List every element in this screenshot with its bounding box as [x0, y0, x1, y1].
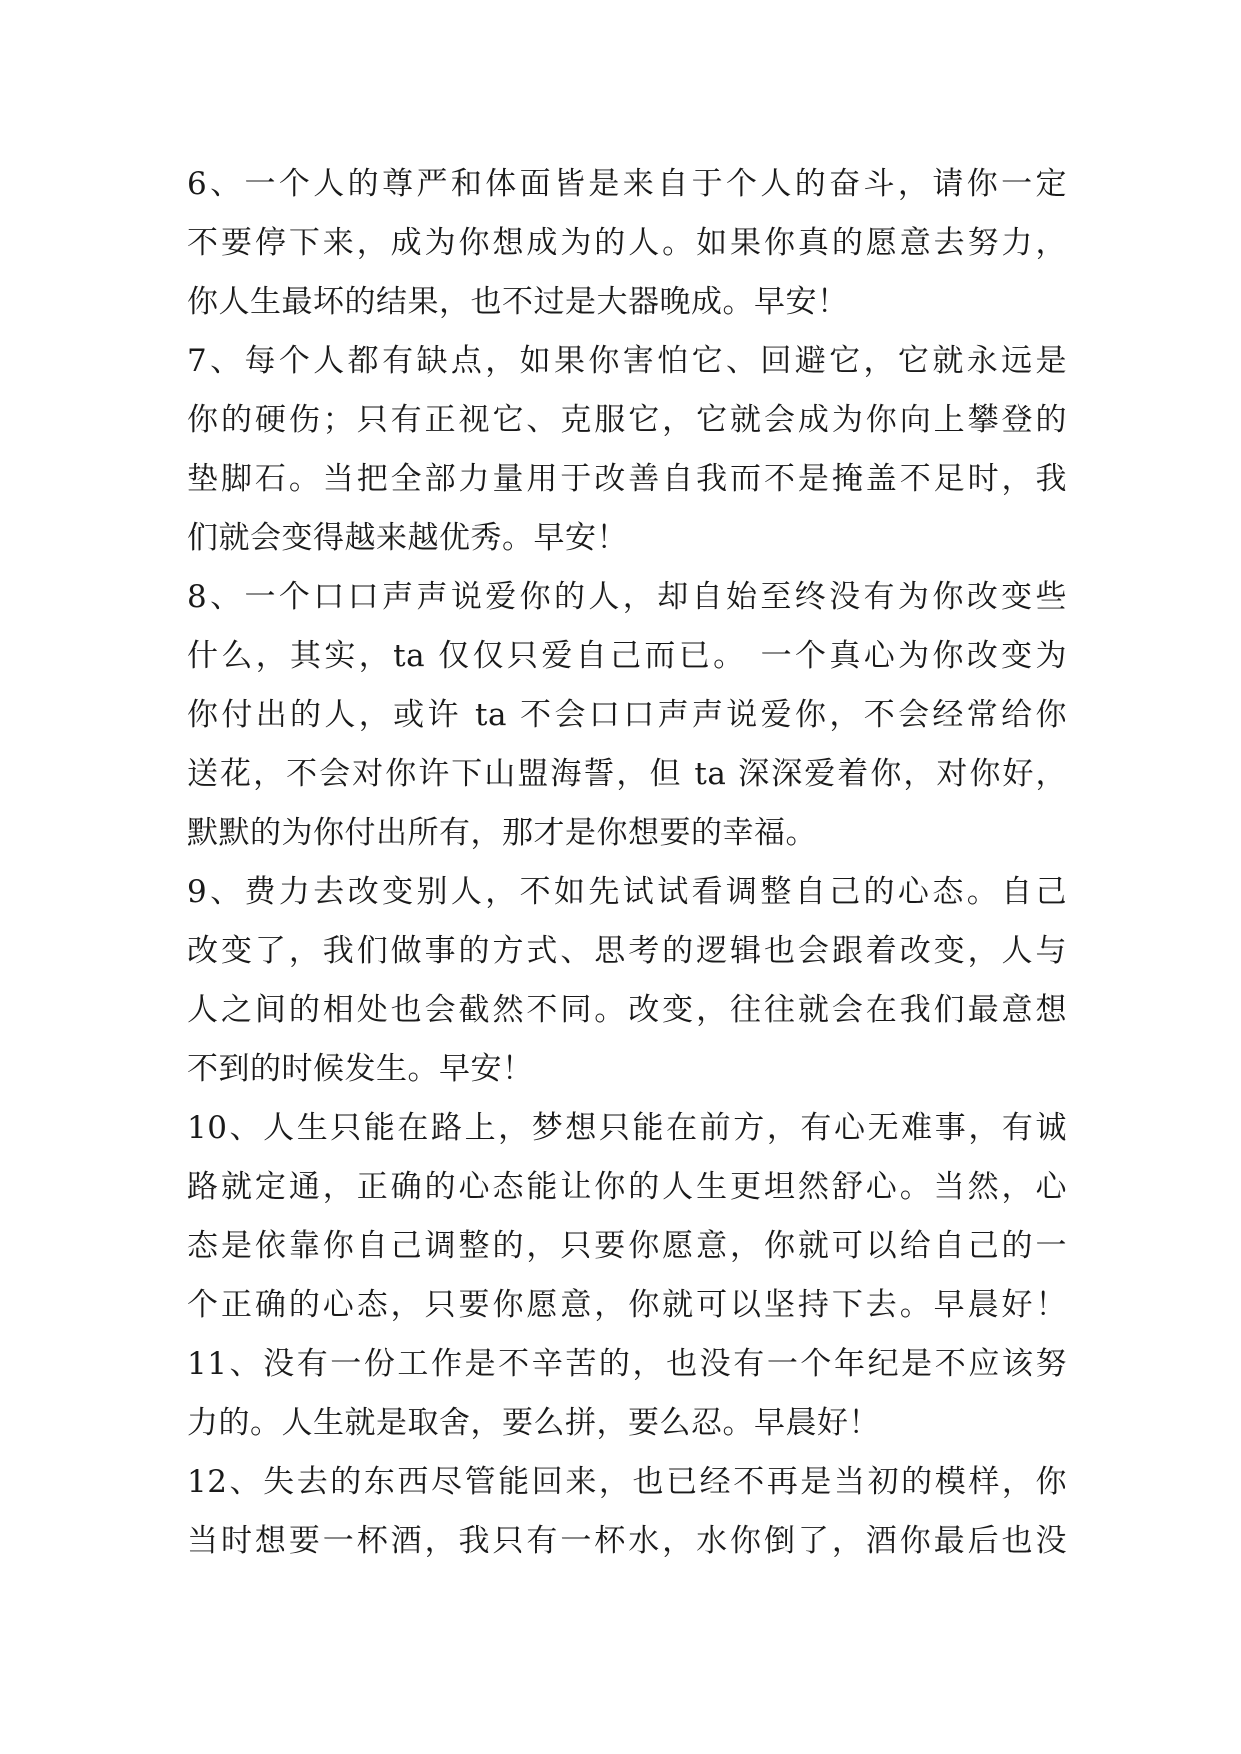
text-line: 9、费力去改变别人，不如先试试看调整自己的心态。自己: [187, 874, 1067, 910]
text-line: 6、一个人的尊严和体面皆是来自于个人的奋斗，请你一定: [187, 166, 1067, 202]
text-line: 改变了，我们做事的方式、思考的逻辑也会跟着改变，人与: [187, 933, 1067, 969]
text-line: 当时想要一杯酒，我只有一杯水，水你倒了，酒你最后也没: [187, 1523, 1067, 1559]
text-line: 力的。人生就是取舍，要么拼，要么忍。早晨好！: [187, 1405, 880, 1441]
text-line: 们就会变得越来越优秀。早安！: [187, 520, 628, 556]
text-line: 默默的为你付出所有，那才是你想要的幸福。: [187, 815, 817, 851]
text-line: 12、失去的东西尽管能回来，也已经不再是当初的模样，你: [187, 1464, 1067, 1500]
text-line: 你付出的人，或许 ta 不会口口声声说爱你，不会经常给你: [187, 697, 1067, 733]
text-line: 送花，不会对你许下山盟海誓，但 ta 深深爱着你，对你好，: [187, 756, 1067, 792]
text-line: 8、一个口口声声说爱你的人，却自始至终没有为你改变些: [187, 579, 1067, 615]
text-line: 不到的时候发生。早安！: [187, 1051, 534, 1087]
document-body: [187, 155, 1067, 1571]
text-line: 什么，其实，ta 仅仅只爱自己而已。 一个真心为你改变为: [187, 638, 1067, 674]
text-line: 路就定通，正确的心态能让你的人生更坦然舒心。当然，心: [187, 1169, 1067, 1205]
text-line: 态是依靠你自己调整的，只要你愿意，你就可以给自己的一: [187, 1228, 1067, 1264]
text-line: 不要停下来，成为你想成为的人。如果你真的愿意去努力，: [187, 225, 1067, 261]
text-line: 7、每个人都有缺点，如果你害怕它、回避它，它就永远是: [187, 343, 1067, 379]
text-line: 11、没有一份工作是不辛苦的，也没有一个年纪是不应该努: [187, 1346, 1067, 1382]
text-line: 人之间的相处也会截然不同。改变，往往就会在我们最意想: [187, 992, 1067, 1028]
text-line: 垫脚石。当把全部力量用于改善自我而不是掩盖不足时，我: [187, 461, 1067, 497]
text-line: 你的硬伤；只有正视它、克服它，它就会成为你向上攀登的: [187, 402, 1067, 438]
text-line: 你人生最坏的结果，也不过是大器晚成。早安！: [187, 284, 849, 320]
text-line: 10、人生只能在路上，梦想只能在前方，有心无难事，有诚: [187, 1110, 1067, 1146]
text-line: 个正确的心态，只要你愿意，你就可以坚持下去。早晨好！: [187, 1287, 1067, 1323]
